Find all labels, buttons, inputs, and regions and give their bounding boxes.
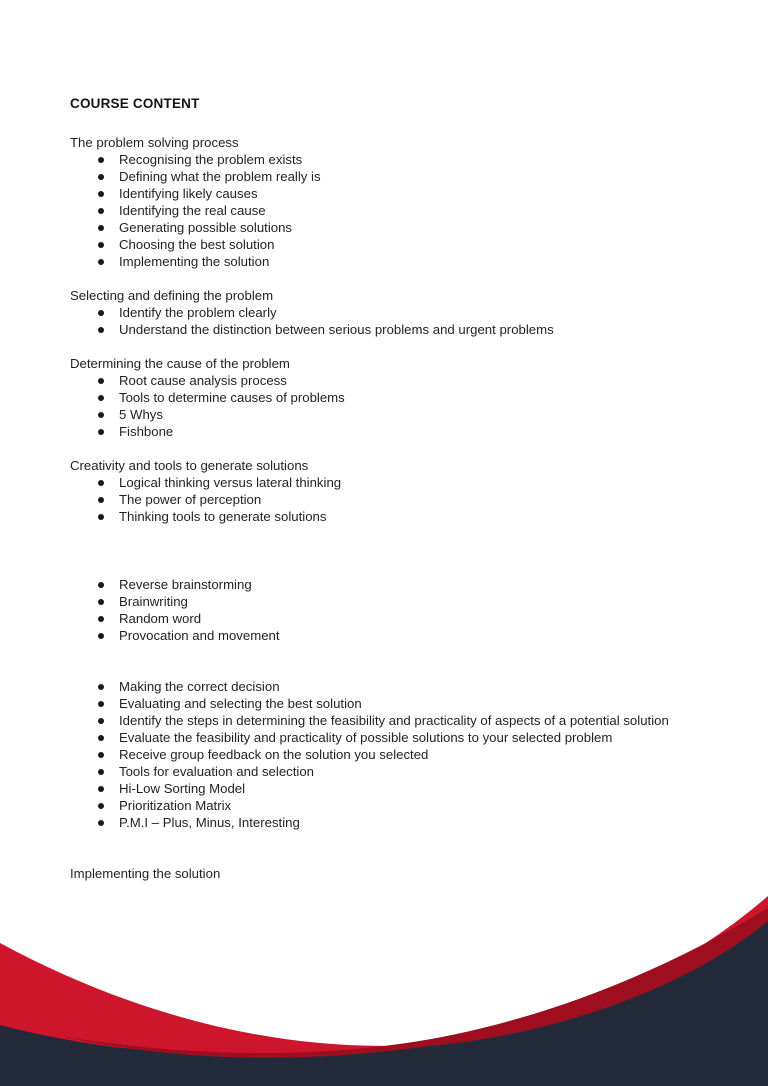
bullet-icon bbox=[98, 259, 104, 265]
list-item bbox=[70, 219, 710, 236]
bullet-list bbox=[70, 576, 710, 644]
list-item-label: 5 Whys bbox=[119, 407, 163, 423]
list-item bbox=[70, 814, 710, 831]
navy-swoosh-shape bbox=[0, 908, 768, 1086]
bullet-icon bbox=[98, 395, 104, 401]
list-item-label: Implementing the solution bbox=[119, 254, 270, 270]
bullet-icon bbox=[98, 327, 104, 333]
list-item bbox=[70, 202, 710, 219]
bullet-icon bbox=[98, 310, 104, 316]
content-section bbox=[70, 287, 710, 338]
list-item-label: Tools to determine causes of problems bbox=[119, 390, 345, 406]
list-item-label: Provocation and movement bbox=[119, 628, 280, 644]
list-item bbox=[70, 304, 710, 321]
list-item-label: Logical thinking versus lateral thinking bbox=[119, 475, 342, 491]
list-item-label: Thinking tools to generate solutions bbox=[119, 509, 327, 525]
list-item bbox=[70, 185, 710, 202]
list-item-label: Identifying likely causes bbox=[119, 186, 258, 202]
bullet-icon bbox=[98, 480, 104, 486]
list-item bbox=[70, 678, 710, 695]
list-item-label: Receive group feedback on the solution you selected bbox=[119, 747, 429, 763]
bullet-icon bbox=[98, 599, 104, 605]
bullet-icon bbox=[98, 412, 104, 418]
bullet-icon bbox=[98, 616, 104, 622]
list-item-label: Recognising the problem exists bbox=[119, 152, 303, 168]
list-item bbox=[70, 406, 710, 423]
page-title: COURSE CONTENT bbox=[70, 96, 200, 111]
list-item bbox=[70, 763, 710, 780]
list-item bbox=[70, 729, 710, 746]
list-item bbox=[70, 474, 710, 491]
bullet-icon bbox=[98, 191, 104, 197]
bullet-icon bbox=[98, 786, 104, 792]
bullet-list bbox=[70, 304, 710, 338]
list-item bbox=[70, 797, 710, 814]
bullet-icon bbox=[98, 752, 104, 758]
content-section bbox=[70, 457, 710, 525]
list-item-label: Fishbone bbox=[119, 424, 174, 440]
section-heading: The problem solving process bbox=[70, 135, 239, 151]
section-heading: Creativity and tools to generate solutions bbox=[70, 458, 309, 474]
bullet-list bbox=[70, 678, 710, 831]
bullet-icon bbox=[98, 803, 104, 809]
list-item bbox=[70, 593, 710, 610]
list-item-label: Defining what the problem really is bbox=[119, 169, 321, 185]
list-item-label: Hi-Low Sorting Model bbox=[119, 781, 246, 797]
list-item-label: Identify the steps in determining the feasibility and practicality of aspects of a potential solution bbox=[119, 713, 669, 729]
list-item bbox=[70, 151, 710, 168]
list-item-label: Root cause analysis process bbox=[119, 373, 287, 389]
list-item-label: Choosing the best solution bbox=[119, 237, 275, 253]
list-item-label: P.M.I – Plus, Minus, Interesting bbox=[119, 815, 300, 831]
list-item-label: Brainwriting bbox=[119, 594, 188, 610]
list-item-label: Evaluating and selecting the best solution bbox=[119, 696, 362, 712]
list-item bbox=[70, 491, 710, 508]
list-item bbox=[70, 627, 710, 644]
bullet-icon bbox=[98, 378, 104, 384]
list-item-label: Evaluate the feasibility and practicality of possible solutions to your selected problem bbox=[119, 730, 613, 746]
list-item bbox=[70, 712, 710, 729]
content-section bbox=[70, 134, 710, 270]
bullet-icon bbox=[98, 701, 104, 707]
footer-decorative-graphic bbox=[0, 896, 768, 1086]
list-item bbox=[70, 423, 710, 440]
list-item-label: Identify the problem clearly bbox=[119, 305, 277, 321]
list-item-label: Generating possible solutions bbox=[119, 220, 293, 236]
bullet-icon bbox=[98, 820, 104, 826]
blank-line-spacer bbox=[70, 542, 710, 559]
list-item bbox=[70, 372, 710, 389]
red-navy-blend-shape bbox=[60, 908, 768, 1058]
bullet-icon bbox=[98, 225, 104, 231]
list-item bbox=[70, 253, 710, 270]
list-item-label: Understand the distinction between serious problems and urgent problems bbox=[119, 322, 554, 338]
bullet-icon bbox=[98, 208, 104, 214]
list-item bbox=[70, 780, 710, 797]
list-item bbox=[70, 610, 710, 627]
bullet-list bbox=[70, 372, 710, 440]
list-item-label: Tools for evaluation and selection bbox=[119, 764, 315, 780]
content-section bbox=[70, 678, 710, 831]
bullet-icon bbox=[98, 582, 104, 588]
list-item bbox=[70, 576, 710, 593]
content-section bbox=[70, 355, 710, 440]
bullet-icon bbox=[98, 718, 104, 724]
bullet-icon bbox=[98, 174, 104, 180]
list-item-label: Reverse brainstorming bbox=[119, 577, 252, 593]
list-item-label: Prioritization Matrix bbox=[119, 798, 232, 814]
list-item bbox=[70, 695, 710, 712]
list-item-label: Making the correct decision bbox=[119, 679, 280, 695]
bullet-icon bbox=[98, 633, 104, 639]
bullet-icon bbox=[98, 514, 104, 520]
bullet-icon bbox=[98, 735, 104, 741]
blank-line-spacer bbox=[70, 661, 710, 678]
list-item-label: Identifying the real cause bbox=[119, 203, 266, 219]
section-heading: Determining the cause of the problem bbox=[70, 356, 290, 372]
bullet-list bbox=[70, 474, 710, 525]
document-body bbox=[70, 96, 710, 882]
list-item bbox=[70, 236, 710, 253]
list-item-label: The power of perception bbox=[119, 492, 262, 508]
bullet-list bbox=[70, 151, 710, 270]
bullet-icon bbox=[98, 684, 104, 690]
section-heading: Selecting and defining the problem bbox=[70, 288, 274, 304]
list-item bbox=[70, 168, 710, 185]
list-item bbox=[70, 321, 710, 338]
blank-line-spacer bbox=[70, 559, 710, 576]
bullet-icon bbox=[98, 769, 104, 775]
content-section bbox=[70, 576, 710, 644]
red-swoosh-shape bbox=[0, 896, 768, 1086]
list-item-label: Random word bbox=[119, 611, 202, 627]
bullet-icon bbox=[98, 497, 104, 503]
bullet-icon bbox=[98, 242, 104, 248]
blank-line-spacer bbox=[70, 848, 710, 865]
list-item bbox=[70, 508, 710, 525]
list-item bbox=[70, 746, 710, 763]
bullet-icon bbox=[98, 157, 104, 163]
list-item bbox=[70, 389, 710, 406]
closing-line: Implementing the solution bbox=[70, 866, 221, 882]
bullet-icon bbox=[98, 429, 104, 435]
